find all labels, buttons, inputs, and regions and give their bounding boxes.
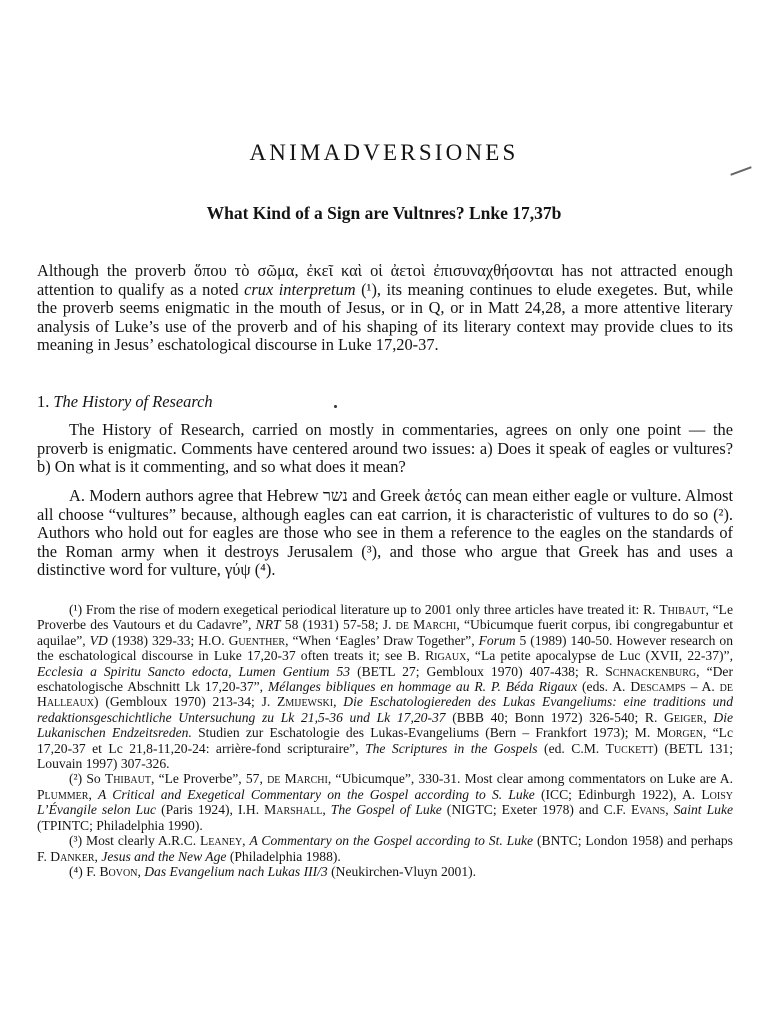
section-heading: ANIMADVERSIONES [249, 140, 519, 165]
footnotes [37, 602, 733, 879]
section-subheading: 1. The History of Research [37, 392, 213, 411]
footnote-3: (³) Most clearly A.R.C. Leaney, A Commentary on the Gospel according to St. Luke (BNTC; London 1958) and perhaps F. Danker, Jesus and the New Age (Philadelphia 1988). [37, 833, 733, 864]
crux-term: crux interpretum [244, 279, 356, 299]
eagle-vulture-paragraph: A. Modern authors agree that Hebrew נשר and Greek ἀετός can mean either eagle or vulture. Almost all choose “vultures” because, although eagles can eat carrion, it is characteristic of vultures to do so (²). Authors who hold out for eagles are those who see in them a reference to the eagles on the standards of the Roman army when it destroys Jerusalem (³), and those who argue that Greek has and uses a distinctive word for vulture, γύψ (⁴). [37, 486, 734, 580]
stray-dot [334, 405, 337, 408]
greek-word-aetos: ἀετός [424, 486, 462, 505]
article-title: What Kind of a Sign are Vultnres? Lnke 17,37b [206, 203, 562, 223]
footnote-2: (²) So Thibaut, “Le Proverbe”, 57, de Marchi, “Ubicumque”, 330-31. Most clear among commentators on Luke are A. Plummer, A Critical and Exegetical Commentary on the Gospel according to S. Luke (ICC; Edinburgh 1922), A. Loisy L’Évangile selon Luc (Paris 1924), I.H. Marshall, The Gospel of Luke (NIGTC; Exeter 1978) and C.F. Evans, Saint Luke (TPINTC; Philadelphia 1990). [37, 771, 734, 833]
margin-mark [730, 166, 751, 175]
hebrew-word: נשר [322, 486, 348, 505]
footnote-4: (⁴) F. Bovon, Das Evangelium nach Lukas III/3 (Neukirchen-Vluyn 2001). [69, 863, 477, 879]
greek-proverb: ὅπου τὸ σῶμα, ἐκεῖ καὶ οἱ ἀετοὶ ἐπισυναχθήσονται [193, 261, 554, 280]
intro-paragraph: Although the proverb ὅπου τὸ σῶμα, ἐκεῖ καὶ οἱ ἀετοὶ ἐπισυναχθήσονται has not attracted enough attention to qualify as a noted crux interpretum (¹), its meaning continues to elude exegetes. But, while the proverb seems enigmatic in the mouth of Jesus, or in Q, or in Matt 24,28, a more attentive literary analysis of Luke’s use of the proverb and of his shaping of its literary context may provide clues to its meaning in Jesus’ eschatological discourse in Luke 17,20-37. [37, 261, 733, 355]
research-paragraph: The History of Research, carried on mostly in commentaries, agrees on only one point — the proverb is enigmatic. Comments have centered around two issues: a) Does it speak of eagles or vultures? b) On what is it commenting, and so what does it mean? [37, 420, 733, 477]
greek-word-gyps: γύψ [225, 560, 251, 580]
footnote-1: (¹) From the rise of modern exegetical periodical literature up to 2001 only three articles have treated it: R. Thibaut, “Le Proverbe des Vautours et du Cadavre”, NRT 58 (1931) 57-58; J. de Marchi, “Ubicumque fuerit corpus, ibi congregabuntur et aquilae”, VD (1938) 329-33; H.O. Guenther, “When ‘Eagles’ Draw Together”, Forum 5 (1989) 140-50. However research on the eschatological discourse in Luke 17,20-37 often treats it; see B. Rigaux, “La petite apocalypse de Luc (XVII, 22-37)”, Ecclesia a Spiritu Sancto edocta, Lumen Gentium 53 (BETL 27; Gembloux 1970) 407-438; R. Schnackenburg, “Der eschatologische Abschnitt Lk 17,20-37”, Mélanges bibliques en hommage au R. P. Béda Rigaux (eds. A. Descamps – A. de Halleaux) (Gembloux 1970) 213-34; J. Zmijewski, Die Eschatologiereden des Lukas Evangeliums: eine traditions und redaktionsgeschichtliche Untersuchung zu Lk 21,5-36 und Lk 17,20-37 (BBB 40; Bonn 1972) 326-540; R. Geiger, Die Lukanischen Endzeitsreden. Studien zur Eschatologie des Lukas-Evangeliums (Bern – Frankfort 1973); M. Morgen, “Lc 17,20-37 et Lc 21,8-11,20-24: arrière-fond scripturaire”, The Scriptures in the Gospels (ed. C.M. Tuckett) (BETL 131; Louvain 1997) 307-326. [37, 602, 734, 772]
